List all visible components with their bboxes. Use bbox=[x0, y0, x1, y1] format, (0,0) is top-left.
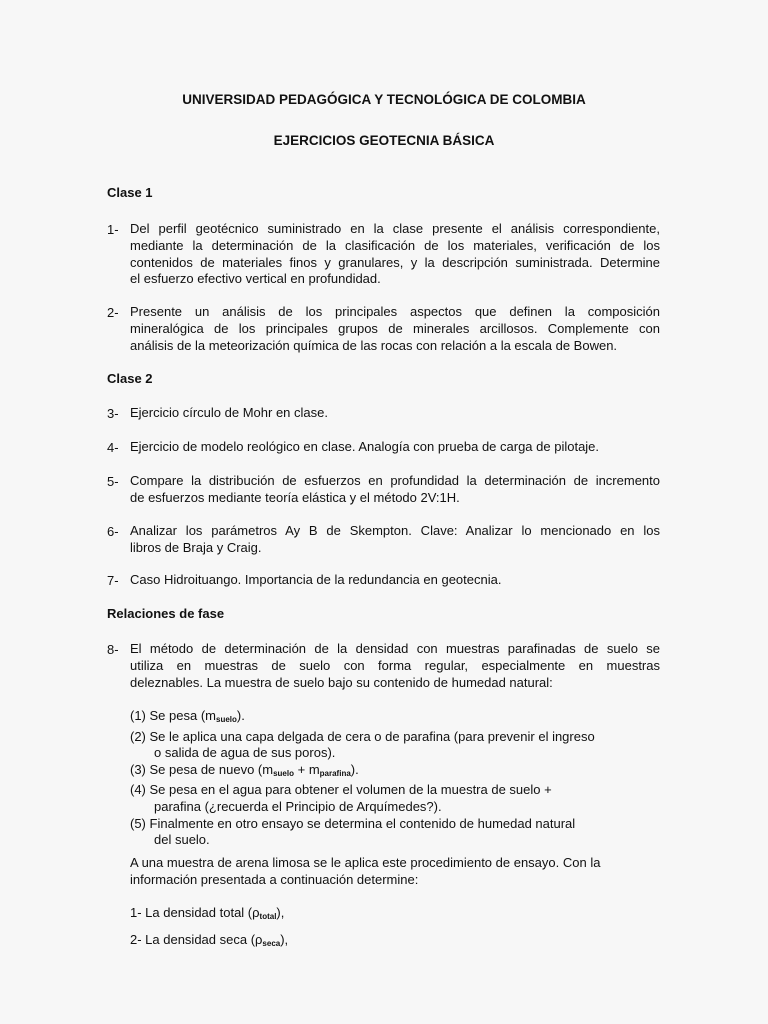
text-line: mediante la determinación de la clasificación de los materiales, verificación de los bbox=[130, 237, 660, 253]
text-line: de esfuerzos mediante teoría elástica y el método 2V:1H. bbox=[130, 489, 460, 505]
text-line: Presente un análisis de los principales aspectos que definen la composición bbox=[130, 304, 660, 319]
item-text bbox=[130, 405, 660, 422]
text-line: Ejercicio círculo de Mohr en clase. bbox=[130, 405, 328, 420]
item-text bbox=[130, 439, 660, 456]
text-line: Ejercicio de modelo reológico en clase. Analogía con prueba de carga de pilotaje. bbox=[130, 439, 600, 454]
university-heading: UNIVERSIDAD PEDAGÓGICA Y TECNOLÓGICA DE COLOMBIA bbox=[182, 92, 586, 107]
text-line: A una muestra de arena limosa se le aplica este procedimiento de ensayo. Con la bbox=[130, 855, 601, 870]
text-line: Analizar los parámetros Ay B de Skempton. Clave: Analizar lo mencionado en los bbox=[130, 523, 660, 538]
step-number: (2) bbox=[130, 728, 146, 744]
text-line: utiliza en muestras de suelo con forma regular, especialmente en muestras bbox=[130, 657, 660, 673]
step-4: (4) Se pesa en el agua para obtener el volumen de la muestra de suelo + bbox=[130, 782, 552, 798]
step-number: (4) bbox=[130, 782, 146, 798]
step-5: (5) Finalmente en otro ensayo se determina el contenido de humedad natural bbox=[130, 815, 576, 831]
item-number: 1- bbox=[107, 222, 119, 237]
item-text bbox=[130, 473, 660, 507]
question-1: 1- La densidad total $(\rho_{total})$, bbox=[130, 905, 285, 921]
text-line: Del perfil geotécnico suministrado en la clase presente el análisis correspondiente, bbox=[130, 221, 660, 236]
section-heading-clase-2: Clase 2 bbox=[107, 371, 153, 386]
text-line: el esfuerzo efectivo vertical en profundidad. bbox=[130, 271, 381, 287]
item-text bbox=[130, 221, 660, 288]
item-number: 5- bbox=[107, 474, 119, 489]
step-3: (3) Se pesa de nuevo $(m_{suelo} + m_{parafina})$. bbox=[130, 761, 359, 778]
text-line: deleznables. La muestra de suelo bajo su contenido de humedad natural: bbox=[130, 674, 553, 690]
item-text bbox=[130, 523, 660, 557]
step-2-continued: o salida de agua de sus poros). bbox=[154, 745, 336, 761]
step-5-continued: del suelo. bbox=[154, 832, 210, 848]
item-number: 6- bbox=[107, 524, 119, 539]
item-text bbox=[130, 304, 660, 354]
item-text bbox=[130, 572, 660, 589]
text-line: Compare la distribución de esfuerzos en profundidad la determinación de incremento bbox=[130, 473, 660, 488]
question-2: 2- La densidad seca $(\rho_{seca})$, bbox=[130, 932, 289, 948]
section-heading-relaciones-de-fase: Relaciones de fase bbox=[107, 606, 225, 621]
item-number: 2- bbox=[107, 305, 119, 320]
item-text bbox=[130, 641, 660, 691]
closing-paragraph bbox=[130, 854, 600, 888]
text-line: contenidos de materiales finos y granulares, y la descripción suministrada. Determine bbox=[130, 254, 660, 270]
section-heading-clase-1: Clase 1 bbox=[107, 185, 153, 200]
text-line: Caso Hidroituango. Importancia de la redundancia en geotecnia. bbox=[130, 572, 502, 587]
step-number: (1) bbox=[130, 708, 146, 723]
item-number: 7- bbox=[107, 573, 119, 588]
text-line: mineralógica de los principales grupos de minerales arcillosos. Complemente con bbox=[130, 320, 660, 336]
step-1: (1) Se pesa $(m_{suelo})$. bbox=[130, 708, 245, 724]
step-number: (5) bbox=[130, 815, 146, 831]
text-line: análisis de la meteorización química de las rocas con relación a la escala de Bowen. bbox=[130, 337, 618, 353]
item-number: 3- bbox=[107, 406, 119, 421]
text-line: información presentada a continuación determine: bbox=[130, 872, 419, 887]
text-line: El método de determinación de la densidad con muestras parafinadas de suelo se bbox=[130, 641, 660, 656]
step-2: (2) Se le aplica una capa delgada de cera o de parafina (para prevenir el ingreso bbox=[130, 728, 595, 744]
item-number: 4- bbox=[107, 440, 119, 455]
step-4-continued: parafina (¿recuerda el Principio de Arquímedes?). bbox=[154, 798, 442, 814]
procedure-steps bbox=[130, 708, 595, 849]
text-line: libros de Braja y Craig. bbox=[130, 539, 262, 555]
item-number: 8- bbox=[107, 642, 119, 657]
step-number: (3) bbox=[130, 761, 146, 777]
document-title: EJERCICIOS GEOTECNIA BÁSICA bbox=[273, 133, 495, 148]
